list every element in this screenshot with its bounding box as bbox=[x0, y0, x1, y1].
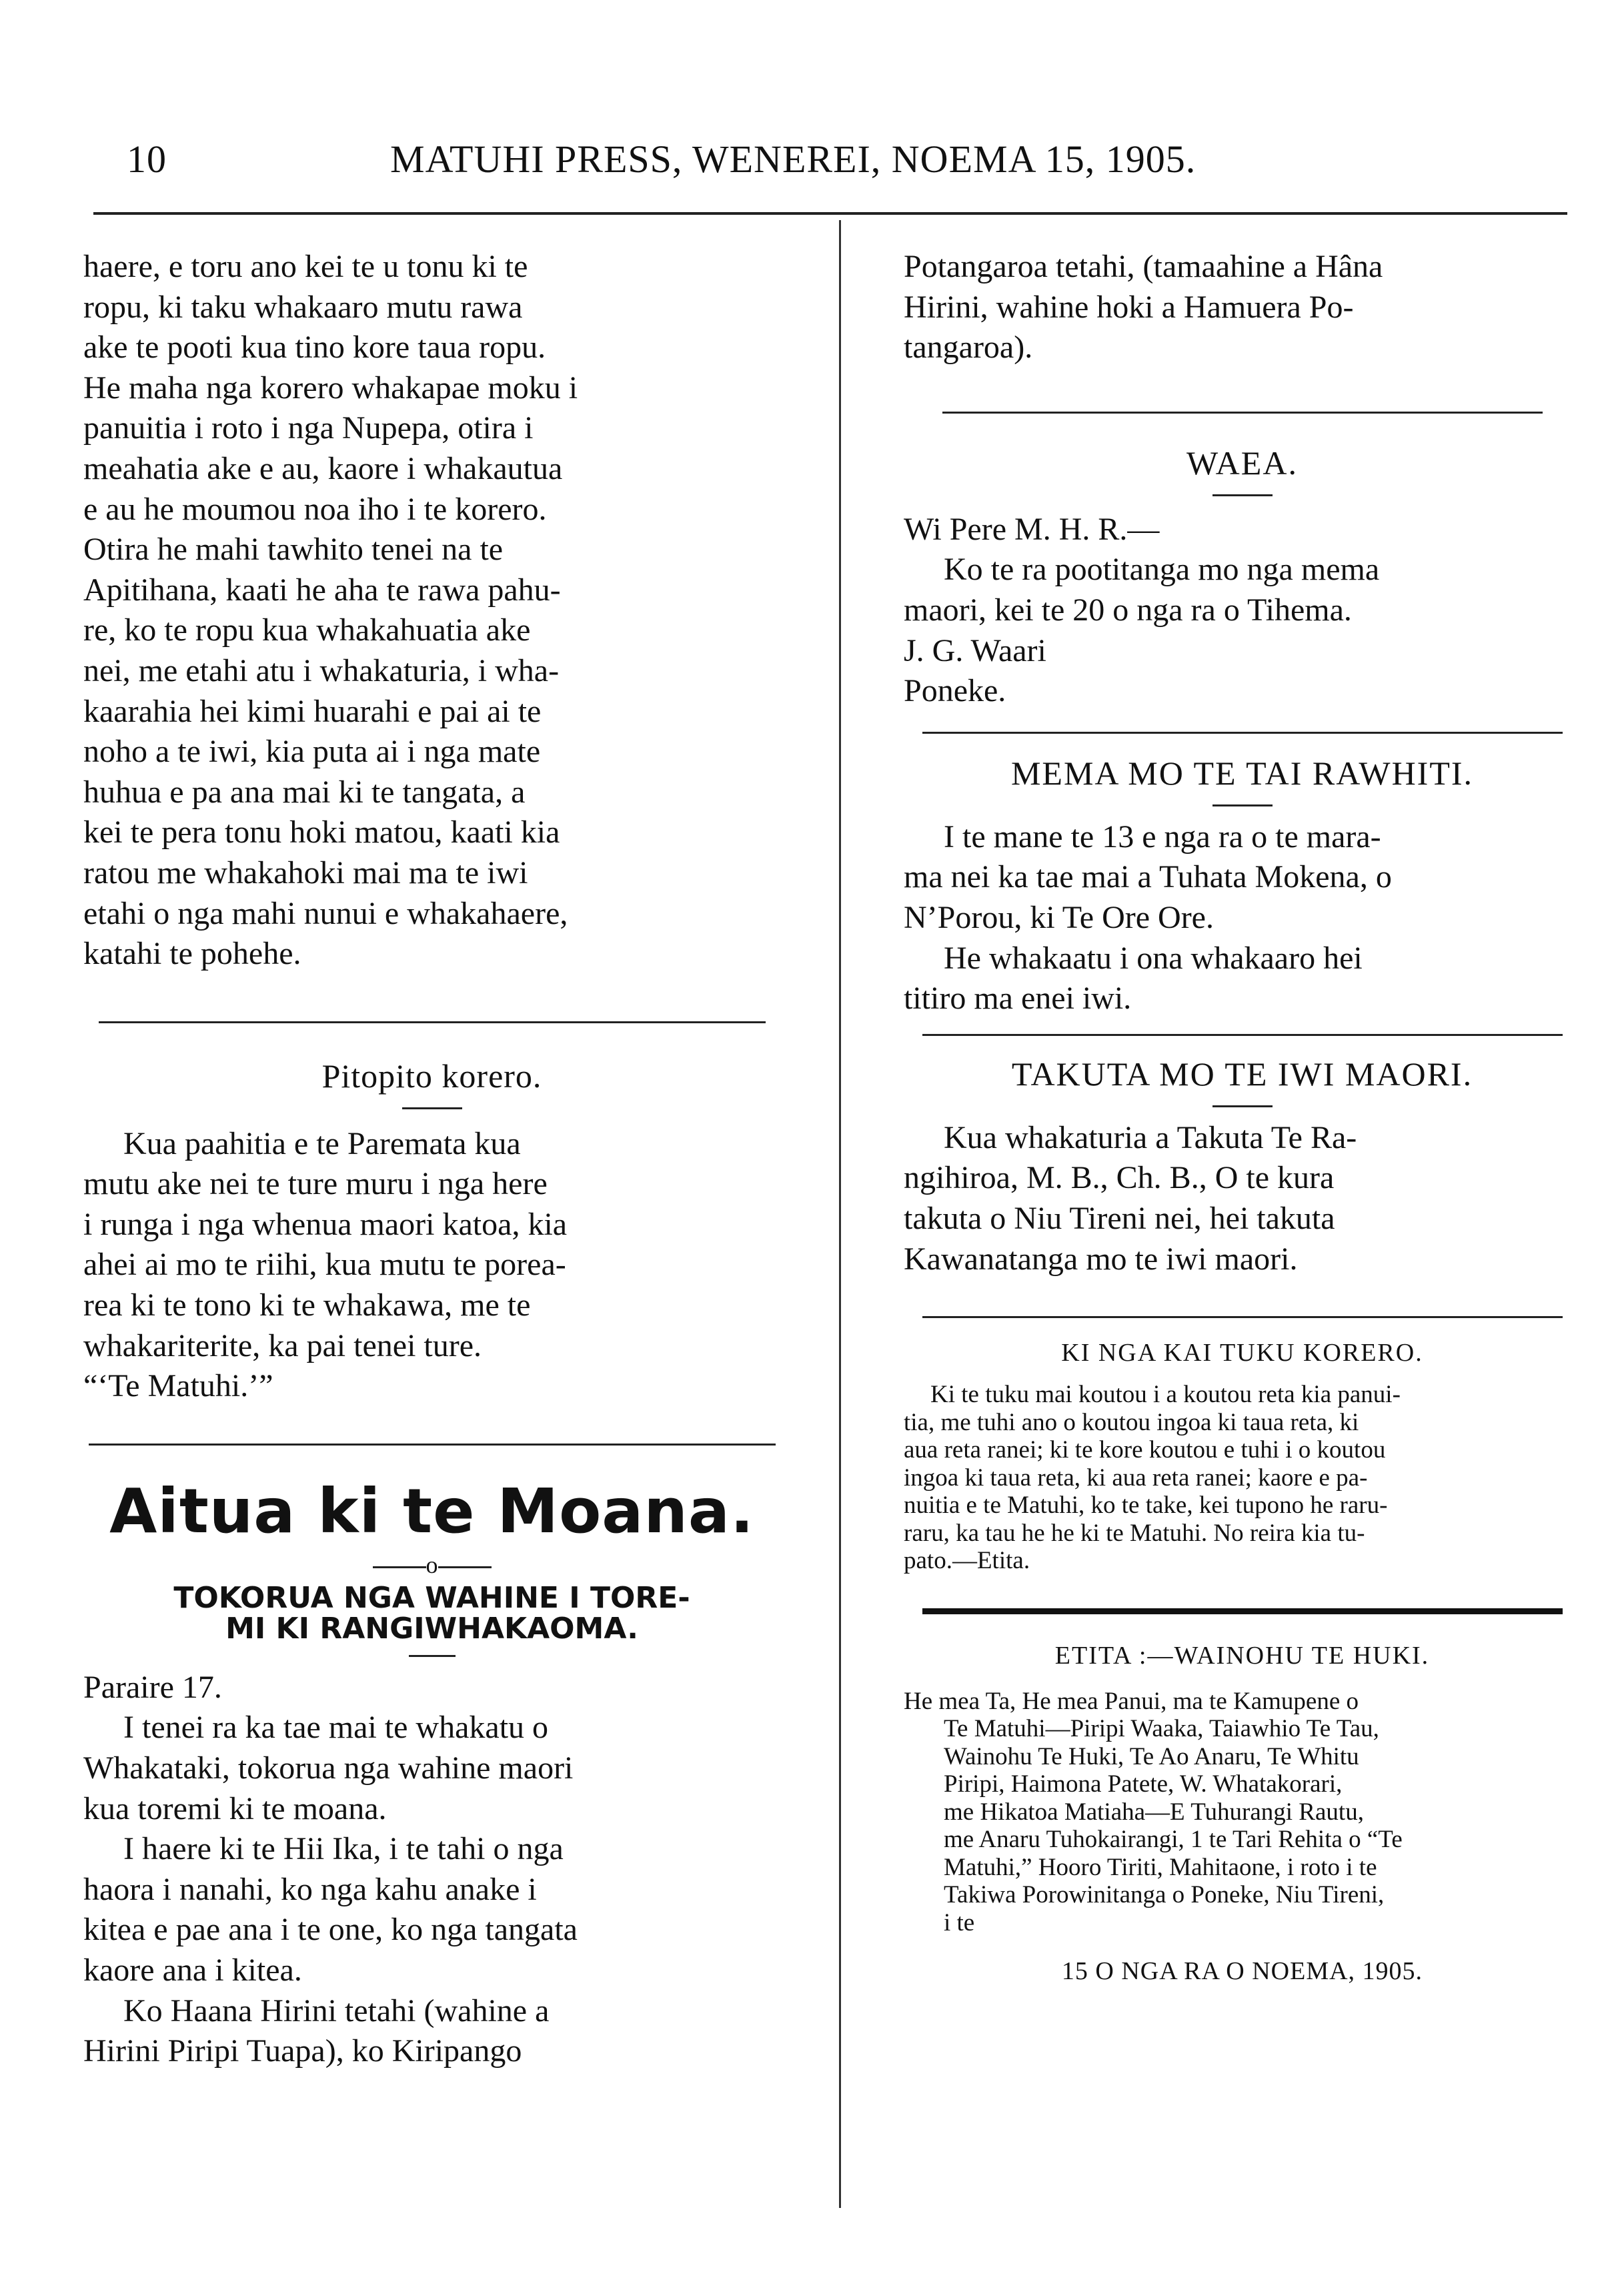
text-line: ngihiroa, M. B., Ch. B., O te kura bbox=[904, 1160, 1335, 1196]
text-line: i runga i nga whenua maori katoa, kia bbox=[83, 1206, 568, 1242]
text-line: raru, ka tau he he ki te Matuhi. No reira kia tu- bbox=[904, 1519, 1365, 1547]
header-rule bbox=[93, 212, 1567, 215]
text-line: Ki te tuku mai koutou i a koutou reta kia panui- bbox=[930, 1381, 1401, 1409]
section-rule bbox=[99, 1021, 766, 1023]
text-line: huhua e pa ana mai ki te tangata, a bbox=[83, 774, 526, 810]
text-line: Hirini, wahine hoki a Hamuera Po- bbox=[904, 289, 1354, 325]
section-rule bbox=[922, 1034, 1563, 1036]
text-line: I haere ki te Hii Ika, i te tahi o nga bbox=[123, 1831, 564, 1867]
text-line: rea ki te tono ki te whakawa, me te bbox=[83, 1287, 531, 1323]
text-line: me Anaru Tuhokairangi, 1 te Tari Rehita o “Te bbox=[944, 1826, 1403, 1854]
text-line: Kawanatanga mo te iwi maori. bbox=[904, 1241, 1298, 1277]
text-line: Hirini Piripi Tuapa), ko Kiripango bbox=[83, 2033, 522, 2069]
text-line: He maha nga korero whakapae moku i bbox=[83, 370, 578, 406]
text-line: haora i nanahi, ko nga kahu anake i bbox=[83, 1871, 537, 1907]
page-number: 10 bbox=[127, 137, 167, 181]
text-line: nuitia e te Matuhi, ko te take, kei tupono he raru- bbox=[904, 1492, 1388, 1520]
right-column bbox=[904, 247, 1581, 1986]
masthead-title: MATUHI PRESS, WENEREI, NOEMA 15, 1905. bbox=[390, 137, 1196, 181]
text-line: panuitia i roto i nga Nupepa, otira i bbox=[83, 410, 534, 446]
section-heading: Pitopito korero. bbox=[321, 1057, 542, 1095]
aitua-article bbox=[83, 1476, 780, 2072]
page-header bbox=[127, 137, 1527, 190]
text-line: kaarahia hei kimi huarahi e pai ai te bbox=[83, 693, 542, 729]
text-line: etahi o nga mahi nunui e whakahaere, bbox=[83, 895, 568, 931]
signature: “‘Te Matuhi.’” bbox=[83, 1368, 273, 1404]
text-line: I tenei ra ka tae mai te whakatu o bbox=[123, 1710, 549, 1746]
text-line: tangaroa). bbox=[904, 330, 1033, 366]
text-line: katahi te pohehe. bbox=[83, 936, 301, 972]
text-line: Potangaroa tetahi, (tamaahine a Hâna bbox=[904, 249, 1383, 284]
short-rule bbox=[1212, 1105, 1273, 1107]
left-column bbox=[83, 247, 780, 2072]
text-line: whakariterite, ka pai tenei ture. bbox=[83, 1327, 482, 1363]
text-line: Piripi, Haimona Patete, W. Whatakorari, bbox=[944, 1770, 1343, 1798]
text-line: takuta o Niu Tireni nei, hei takuta bbox=[904, 1200, 1335, 1236]
text-line: kaore ana i kitea. bbox=[83, 1952, 302, 1988]
text-line: tia, me tuhi ano o koutou ingoa ki taua reta, ki bbox=[904, 1408, 1359, 1436]
section-heading: KI NGA KAI TUKU KORERO. bbox=[1061, 1339, 1423, 1367]
text-line: Matuhi,” Hooro Tiriti, Mahitaone, i roto i te bbox=[944, 1853, 1377, 1881]
column-divider bbox=[839, 220, 841, 2208]
short-rule bbox=[1212, 804, 1273, 806]
text-line: noho a te iwi, kia puta ai i nga mate bbox=[83, 734, 541, 770]
text-line: kitea e pae ana i te one, ko nga tangata bbox=[83, 1912, 578, 1948]
short-rule bbox=[1212, 494, 1273, 496]
text-line: He mea Ta, He mea Panui, ma te Kamupene o bbox=[904, 1687, 1359, 1715]
kai-tuku-section bbox=[904, 1338, 1581, 1575]
text-line: He whakaatu i ona whakaaro hei bbox=[944, 940, 1363, 976]
text-line: Wainohu Te Huki, Te Ao Anaru, Te Whitu bbox=[944, 1742, 1359, 1770]
article-subheading: MI KI RANGIWHAKAOMA. bbox=[225, 1611, 638, 1646]
pitopito-section bbox=[83, 1057, 780, 1407]
text-line: N’Porou, ki Te Ore Ore. bbox=[904, 899, 1214, 935]
text-line: ingoa ki taua reta, ki aua reta ranei; kaore e pa- bbox=[904, 1464, 1368, 1492]
thick-rule bbox=[922, 1608, 1563, 1614]
short-rule bbox=[409, 1655, 456, 1657]
text-line: maori, kei te 20 o nga ra o Tihema. bbox=[904, 592, 1352, 628]
text-line: ratou me whakahoki mai ma te iwi bbox=[83, 855, 528, 891]
text-line: ropu, ki taku whakaaro mutu rawa bbox=[83, 289, 523, 325]
text-line: Takiwa Porowinitanga o Poneke, Niu Tireni, bbox=[944, 1881, 1385, 1909]
date-line: 15 O NGA RA O NOEMA, 1905. bbox=[1061, 1957, 1423, 1986]
text-line: haere, e toru ano kei te u tonu ki te bbox=[83, 249, 528, 284]
text-line: kua toremi ki te moana. bbox=[83, 1790, 387, 1826]
section-heading: TAKUTA MO TE IWI MAORI. bbox=[1011, 1055, 1473, 1093]
text-line: e au he moumou noa iho i te korero. bbox=[83, 491, 547, 527]
section-rule bbox=[89, 1444, 776, 1446]
mema-section bbox=[904, 754, 1581, 1019]
etita-section bbox=[904, 1641, 1581, 1987]
section-heading: ETITA :—WAINOHU TE HUKI. bbox=[1054, 1641, 1430, 1670]
text-line: Kua paahitia e te Paremata kua bbox=[123, 1125, 521, 1161]
section-rule bbox=[922, 1316, 1563, 1318]
text-line: Ko Haana Hirini tetahi (wahine a bbox=[123, 1993, 550, 2029]
text-line: nei, me etahi atu i whakaturia, i wha- bbox=[83, 652, 560, 688]
text-line: Apitihana, kaati he aha te rawa pahu- bbox=[83, 572, 561, 608]
addressee: Wi Pere M. H. R.— bbox=[904, 511, 1160, 547]
text-line: ma nei ka tae mai a Tuhata Mokena, o bbox=[904, 859, 1392, 895]
text-line: ahei ai mo te riihi, kua mutu te porea- bbox=[83, 1247, 566, 1283]
article-headline: Aitua ki te Moana. bbox=[109, 1475, 754, 1547]
text-line: aua reta ranei; ki te kore koutou e tuhi i o koutou bbox=[904, 1436, 1386, 1464]
text-line: mutu ake nei te ture muru i nga here bbox=[83, 1166, 548, 1202]
text-line: pato.—Etita. bbox=[904, 1547, 1030, 1575]
text-line: titiro ma enei iwi. bbox=[904, 981, 1132, 1017]
intro-article bbox=[83, 247, 780, 975]
text-line: me Hikatoa Matiaha—E Tuhurangi Rautu, bbox=[944, 1798, 1364, 1826]
signature: J. G. Waari bbox=[904, 632, 1046, 668]
short-rule bbox=[402, 1107, 462, 1109]
text-line: I te mane te 13 e nga ra o te mara- bbox=[944, 818, 1381, 855]
article-subheading: TOKORUA NGA WAHINE I TORE- bbox=[173, 1580, 690, 1615]
text-line: ake te pooti kua tino kore taua ropu. bbox=[83, 330, 546, 366]
text-line: re, ko te ropu kua whakahuatia ake bbox=[83, 612, 531, 648]
section-rule bbox=[922, 732, 1563, 734]
takuta-section bbox=[904, 1055, 1581, 1279]
text-line: Kua whakaturia a Takuta Te Ra- bbox=[944, 1119, 1357, 1155]
place: Poneke. bbox=[904, 673, 1006, 709]
text-line: i te bbox=[944, 1908, 975, 1936]
text-line: Whakataki, tokorua nga wahine maori bbox=[83, 1750, 574, 1786]
ornament-separator: o bbox=[83, 1551, 780, 1579]
continuation-text bbox=[904, 247, 1581, 368]
text-line: Te Matuhi—Piripi Waaka, Taiawhio Te Tau, bbox=[944, 1715, 1379, 1743]
waea-section bbox=[904, 444, 1581, 712]
dateline: Paraire 17. bbox=[83, 1669, 222, 1705]
text-line: kei te pera tonu hoki matou, kaati kia bbox=[83, 814, 560, 850]
section-rule bbox=[942, 412, 1543, 414]
text-line: meahatia ake e au, kaore i whakautua bbox=[83, 450, 563, 486]
text-line: Otira he mahi tawhito tenei na te bbox=[83, 532, 504, 568]
section-heading: MEMA MO TE TAI RAWHITI. bbox=[1010, 754, 1474, 792]
text-line: Ko te ra pootitanga mo nga mema bbox=[944, 552, 1380, 588]
section-heading: WAEA. bbox=[1186, 444, 1298, 482]
